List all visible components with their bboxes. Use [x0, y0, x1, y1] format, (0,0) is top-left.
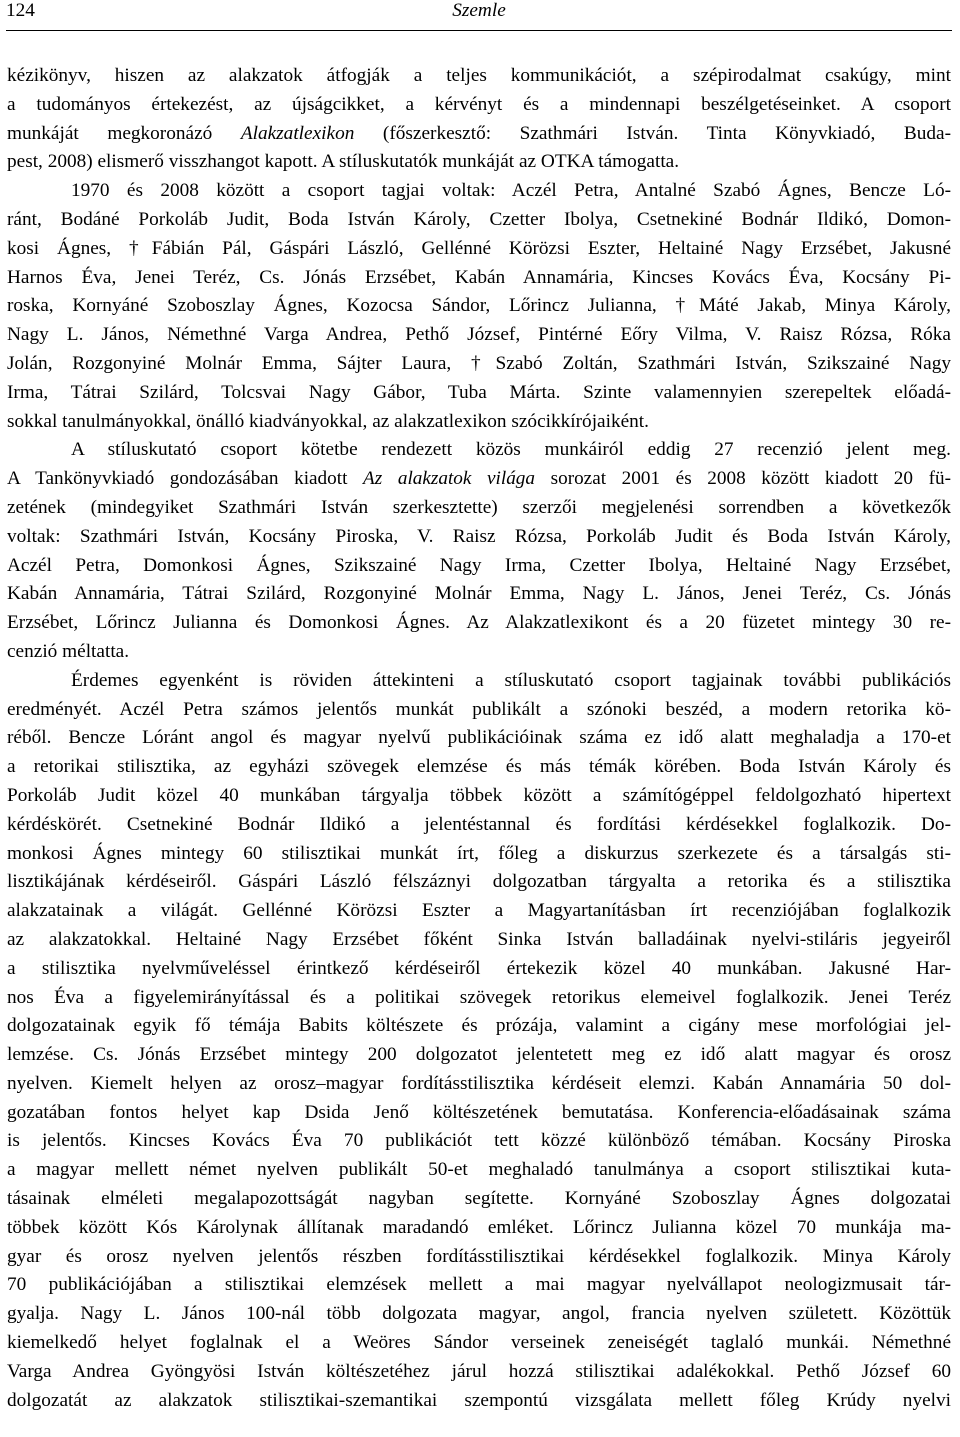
text-line: roska, Kornyáné Szoboszlay Ágnes, Kozocsa Sándor, Lőrincz Julianna, †Máté Jakab, Minya Károly,: [7, 295, 951, 317]
text-line: gyalja. Nagy L. János 100-nál több dolgozata magyar, angol, francia nyelven született. Közöttük: [7, 1303, 951, 1325]
running-title: Szemle: [452, 0, 506, 21]
text-line: Jolán, Rozgonyiné Molnár Emma, Sájter Laura, †Szabó Zoltán, Szathmári István, Szikszainé Nagy: [7, 352, 951, 374]
text-line: monkosi Ágnes mintegy 60 stilisztikai munkát írt, főleg a diskurzus szerkezete és a társalgás sti-: [7, 842, 951, 864]
text-line: kérdéskörét. Csetnekiné Bodnár Ildikó a jelentéstannal és fordítási kérdésekkel foglalkozik. Do-: [7, 813, 951, 835]
text-line: kosi Ágnes, †Fábián Pál, Gáspári László, Gellénné Körözsi Eszter, Heltainé Nagy Erzsébet, Jakusné: [7, 237, 951, 259]
text-line: gozatában fontos helyet kap Dsida Jenő költészetének bemutatása. Konferencia-előadásainak száma: [7, 1101, 951, 1123]
paragraph-start-line: 1970 és 2008 között a csoport tagjai voltak: Aczél Petra, Antalné Szabó Ágnes, Bencze Ló-: [71, 180, 951, 202]
text-line: a tudományos értekezést, az újságcikket, a kérvényt és a mindennapi beszélgetéseinket. A csoport: [7, 93, 951, 115]
text-line: voltak: Szathmári István, Kocsány Piroska, V. Raisz Rózsa, Porkoláb Judit és Boda István Károly,: [7, 525, 951, 547]
text-line: Porkoláb Judit közel 40 munkában tárgyalja többek között a számítógéppel feldolgozható hipertext: [7, 784, 951, 806]
text-line: cenzió méltatta.: [7, 640, 130, 662]
text-line: Erzsébet, Lőrincz Julianna és Domonkosi Ágnes. Az Alakzatlexikont és a 20 füzetet mintegy 30 re-: [7, 612, 951, 634]
text-line: kézikönyv, hiszen az alakzatok átfogják a teljes kommunikációt, a szépirodalmat csakúgy, mint: [7, 65, 951, 86]
text-line: Varga Andrea Gyöngyösi István költészetéhez járul hozzá stilisztikai adalékokkal. Pethő József 60: [7, 1360, 951, 1382]
text-line: eredményét. Aczél Petra számos jelentős munkát publikált a szónoki beszéd, a modern retorika kö-: [7, 698, 951, 720]
book-title: Az alakzatok világa: [363, 468, 535, 490]
page-number: 124: [6, 0, 35, 21]
text-line: a stilisztika nyelvműveléssel érintkező kérdéseiről értekezik közel 40 munkában. Jakusné Har-: [7, 957, 951, 979]
text-line: sokkal tanulmányokkal, önálló kiadványokkal, az alakzatlexikon szócikkírójaiként.: [7, 410, 649, 432]
text-line: munkáját megkoronázó Alakzatlexikon (főszerkesztő: Szathmári István. Tinta Könyvkiadó, Buda-: [7, 122, 951, 144]
text-line: Irma, Tátrai Szilárd, Tolcsvai Nagy Gábor, Tuba Márta. Szinte valamennyien szerepeltek előadá-: [7, 381, 951, 403]
text-line: az alakzatokkal. Heltainé Nagy Erzsébet főként Sinka István balladáinak nyelvi-stiláris jegyeiről: [7, 928, 951, 950]
text-line: alakzatainak a világát. Gellénné Körözsi Eszter a Magyartanításban írt recenziójában foglalkozik: [7, 900, 951, 922]
page-header: [6, 0, 952, 31]
text-line: tásainak elméleti megalapozottságát nagyban segítette. Kornyáné Szoboszlay Ágnes dolgozatai: [7, 1188, 951, 1210]
text-line: kiemelkedő helyet foglalnak el a Weöres Sándor verseinek zeneiségét taglaló munkái. Némethné: [7, 1332, 951, 1354]
text-line: a magyar mellett német nyelven publikált 50-et meghaladó tanulmánya a csoport stilisztikai kuta-: [7, 1159, 951, 1181]
text-line: a retorikai stilisztika, az egyházi szövegek elemzése és más témák körében. Boda István Károly és: [7, 756, 951, 778]
text-line: Aczél Petra, Domonkosi Ágnes, Szikszainé Nagy Irma, Czetter Ibolya, Heltainé Nagy Erzsébet,: [7, 554, 951, 576]
text-line: gyar és orosz nyelven jelentős részben fordításstilisztikai kérdésekkel foglalkozik. Minya Károly: [7, 1245, 951, 1267]
text-line: többek között Kós Károlynak állítanak maradandó emléket. Lőrincz Julianna közel 70 munkája ma-: [7, 1216, 951, 1238]
paragraph-start-line: A stíluskutató csoport kötetbe rendezett közös munkáiról eddig 27 recenzió jelent meg.: [71, 439, 951, 461]
text-line: dolgozatát az alakzatok stilisztikai-szemantikai szempontú vizsgálata mellett főleg Krúdy nyelvi: [7, 1389, 951, 1411]
text-line: dolgozatainak egyik fő témája Babits költészete és prózája, valamint a cigány mese morfológiai jel-: [7, 1015, 951, 1037]
text-line: 70 publikációjában a stilisztikai elemzések mellett a mai magyar nyelvállapot neologizmusait tár-: [7, 1274, 951, 1296]
text-line: Harnos Éva, Jenei Teréz, Cs. Jónás Erzsébet, Kabán Annamária, Kincses Kovács Éva, Kocsány Pi-: [7, 266, 951, 288]
body-text: [7, 62, 951, 1415]
text-line: Kabán Annamária, Tátrai Szilárd, Rozgonyiné Molnár Emma, Nagy L. János, Jenei Teréz, Cs. Jónás: [7, 583, 951, 605]
book-title: Alakzatlexikon: [240, 122, 355, 144]
text-line: ránt, Bodáné Porkoláb Judit, Boda István Károly, Czetter Ibolya, Csetnekiné Bodnár Ildikó, Domon-: [7, 208, 951, 230]
text-line: réből. Bencze Lóránt angol és magyar nyelvű publikációinak száma ez idő alatt meghaladja a 170-et: [7, 727, 951, 749]
text-line: lisztikájának kérdéseiről. Gáspári László félszáznyi dolgozatban tárgyalta a retorika és a stilisztika: [7, 871, 951, 893]
text-line: is jelentős. Kincses Kovács Éva 70 publikációt tett közzé különböző témában. Kocsány Piroska: [7, 1130, 951, 1152]
text-line: A Tankönyvkiadó gondozásában kiadott Az alakzatok világa sorozat 2001 és 2008 között kiadott 20 fü-: [7, 468, 951, 490]
text-line: nos Éva a figyelemirányítással és a politikai szövegek retorikus elemeivel foglalkozik. Jenei Teréz: [7, 986, 951, 1008]
paragraph-start-line: Érdemes egyenként is röviden áttekinteni a stíluskutató csoport tagjainak további publikációs: [71, 669, 951, 691]
text-line: Nagy L. János, Némethné Varga Andrea, Pethő József, Pintérné Eőry Vilma, V. Raisz Rózsa, Róka: [7, 324, 951, 346]
text-line: pest, 2008) elismerő visszhangot kapott. A stíluskutatók munkáját az OTKA támogatta.: [7, 151, 680, 173]
text-line: nyelven. Kiemelt helyen az orosz–magyar fordításstilisztika kérdéseit elemzi. Kabán Annamária 50 dol-: [7, 1072, 951, 1094]
text-line: zetének (mindegyiket Szathmári István szerkesztette) szerzői megjelenési sorrendben a következők: [7, 496, 951, 518]
text-line: lemzése. Cs. Jónás Erzsébet mintegy 200 dolgozatot jelentetett meg ez idő alatt magyar és orosz: [7, 1044, 951, 1066]
